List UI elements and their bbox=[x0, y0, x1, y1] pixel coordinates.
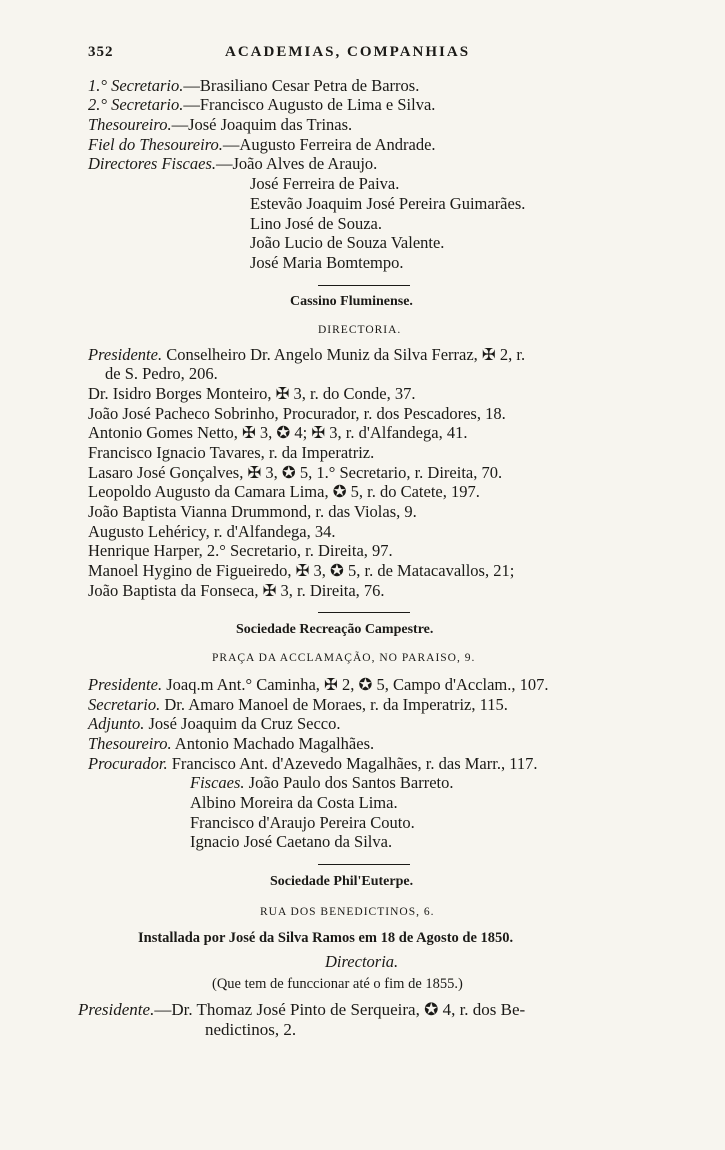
section-divider bbox=[318, 612, 410, 613]
president-line: Presidente.—Dr. Thomaz José Pinto de Serqueira, ✪ 4, r. dos Be- bbox=[78, 1000, 526, 1019]
section-address: RUA DOS BENEDICTINOS, 6. bbox=[260, 906, 435, 918]
member-line: Henrique Harper, 2.° Secretario, r. Direita, 97. bbox=[88, 541, 393, 560]
term-note: (Que tem de funccionar até o fim de 1855.) bbox=[212, 976, 463, 992]
officer-line: Fiscaes. João Paulo dos Santos Barreto. bbox=[190, 773, 454, 792]
fiscal-line: Ignacio José Caetano da Silva. bbox=[190, 832, 393, 851]
section-divider bbox=[318, 285, 410, 286]
officer-line: Presidente. Joaq.m Ant.° Caminha, ✠ 2, ✪ 5, Campo d'Acclam., 107. bbox=[88, 675, 549, 694]
section-address: PRAÇA DA ACCLAMAÇÃO, NO PARAISO, 9. bbox=[212, 652, 476, 664]
member-line: Antonio Gomes Netto, ✠ 3, ✪ 4; ✠ 3, r. d'Alfandega, 41. bbox=[88, 423, 468, 442]
member-line: João Baptista da Fonseca, ✠ 3, r. Direita, 76. bbox=[88, 581, 385, 600]
fiscal-line: Estevão Joaquim José Pereira Guimarães. bbox=[250, 194, 526, 213]
officer-line: Procurador. Francisco Ant. d'Azevedo Magalhães, r. das Marr., 117. bbox=[88, 754, 538, 773]
member-line: João José Pacheco Sobrinho, Procurador, r. dos Pescadores, 18. bbox=[88, 404, 506, 423]
fiscal-line: Francisco d'Araujo Pereira Couto. bbox=[190, 813, 415, 832]
fiscal-line: Albino Moreira da Costa Lima. bbox=[190, 793, 398, 812]
member-line: João Baptista Vianna Drummond, r. das Violas, 9. bbox=[88, 502, 417, 521]
member-line: Francisco Ignacio Tavares, r. da Imperatriz. bbox=[88, 443, 375, 462]
officer-line: 1.° Secretario.—Brasiliano Cesar Petra de Barros. bbox=[88, 76, 420, 95]
officer-line: Directores Fiscaes.—João Alves de Araujo. bbox=[88, 154, 378, 173]
directoria-label: Directoria. bbox=[325, 952, 399, 971]
running-title: ACADEMIAS, COMPANHIAS bbox=[225, 44, 471, 60]
officer-line: Adjunto. José Joaquim da Cruz Secco. bbox=[88, 714, 341, 733]
member-line: Dr. Isidro Borges Monteiro, ✠ 3, r. do Conde, 37. bbox=[88, 384, 416, 403]
president-line: nedictinos, 2. bbox=[205, 1020, 297, 1039]
section-subtitle: DIRECTORIA. bbox=[318, 324, 402, 336]
officer-line: 2.° Secretario.—Francisco Augusto de Lima e Silva. bbox=[88, 95, 436, 114]
officer-line: Fiel do Thesoureiro.—Augusto Ferreira de Andrade. bbox=[88, 135, 436, 154]
page-number: 352 bbox=[88, 44, 114, 60]
fiscal-line: José Ferreira de Paiva. bbox=[250, 174, 400, 193]
officer-line: Thesoureiro.—José Joaquim das Trinas. bbox=[88, 115, 353, 134]
member-line: Manoel Hygino de Figueiredo, ✠ 3, ✪ 5, r. de Matacavallos, 21; bbox=[88, 561, 515, 580]
fiscal-line: Lino José de Souza. bbox=[250, 214, 382, 233]
member-line: Augusto Lehéricy, r. d'Alfandega, 34. bbox=[88, 522, 336, 541]
section-title: Cassino Fluminense. bbox=[290, 294, 413, 309]
section-title: Sociedade Recreação Campestre. bbox=[236, 622, 434, 637]
member-line: de S. Pedro, 206. bbox=[105, 364, 218, 383]
member-line: Lasaro José Gonçalves, ✠ 3, ✪ 5, 1.° Secretario, r. Direita, 70. bbox=[88, 463, 503, 482]
section-divider bbox=[318, 864, 410, 865]
fiscal-line: José Maria Bomtempo. bbox=[250, 253, 404, 272]
section-title: Sociedade Phil'Euterpe. bbox=[270, 874, 414, 889]
member-line: Presidente. Conselheiro Dr. Angelo Muniz da Silva Ferraz, ✠ 2, r. bbox=[88, 345, 526, 364]
member-line: Leopoldo Augusto da Camara Lima, ✪ 5, r. do Catete, 197. bbox=[88, 482, 480, 501]
officer-line: Secretario. Dr. Amaro Manoel de Moraes, r. da Imperatriz, 115. bbox=[88, 695, 508, 714]
installation-note: Installada por José da Silva Ramos em 18 de Agosto de 1850. bbox=[138, 930, 514, 946]
fiscal-line: João Lucio de Souza Valente. bbox=[250, 233, 445, 252]
officer-line: Thesoureiro. Antonio Machado Magalhães. bbox=[88, 734, 375, 753]
